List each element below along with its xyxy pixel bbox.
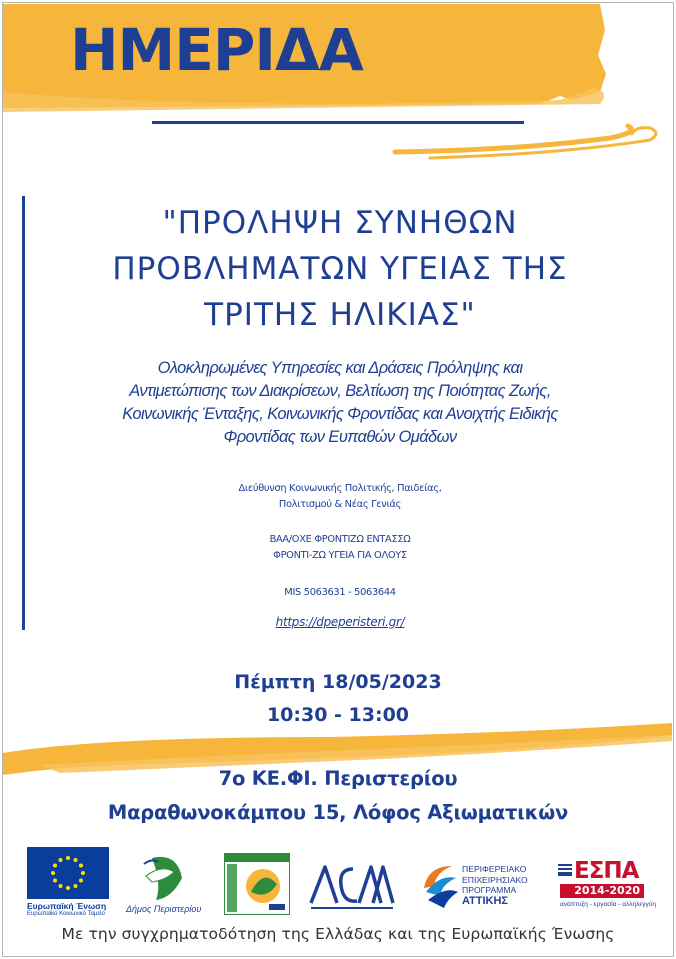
espa-slogan: ανάπτυξη - εργασία - αλληλεγγύη xyxy=(560,901,656,908)
cofunding-footer: Με την συγχρηματοδότηση της Ελλάδας και της Ευρωπαϊκής Ένωσης xyxy=(61,925,615,943)
event-subtitle xyxy=(95,357,585,449)
dove-leaf-icon xyxy=(122,850,210,902)
region-text xyxy=(462,864,528,906)
organization-emblem-icon xyxy=(225,854,289,914)
region-attica-logo xyxy=(420,858,548,914)
social-organization-logo xyxy=(224,853,290,915)
organizer-line: Διεύθυνση Κοινωνικής Πολιτικής, Παιδείας, xyxy=(238,483,442,494)
program-block xyxy=(200,532,480,564)
eu-name: Ευρωπαϊκή Ένωση xyxy=(27,901,107,911)
region-text-line: ΠΕΡΙΦΕΡΕΙΑΚΟ xyxy=(462,864,527,874)
event-title xyxy=(60,200,620,338)
organizer-block xyxy=(200,481,480,513)
subtitle-line: Φροντίδας των Ευπαθών Ομάδων xyxy=(223,428,457,446)
event-title-line: ΠΡΟΒΛΗΜΑΤΩΝ ΥΓΕΙΑΣ ΤΗΣ xyxy=(112,251,568,287)
region-text-line: ΑΤΤΙΚΗΣ xyxy=(462,894,509,907)
mis-code: MIS 5063631 - 5063644 xyxy=(284,587,396,598)
region-text-line: ΕΠΙΧΕΙΡΗΣΙΑΚΟ xyxy=(462,874,528,885)
event-title-line: ΤΡΙΤΗΣ ΗΛΙΚΙΑΣ" xyxy=(204,297,476,333)
website-link[interactable]: https://dpeperisteri.gr/ xyxy=(275,615,405,629)
banner-title: ΗΜΕΡΙΔΑ xyxy=(70,16,363,84)
dimos-peristeriou-logo xyxy=(122,850,210,918)
subtitle-line: Ολοκληρωμένες Υπηρεσίες και Δράσεις Πρόληψης και xyxy=(157,359,523,377)
event-time: 10:30 - 13:00 xyxy=(266,704,410,726)
venue-name: 7ο ΚΕ.ΦΙ. Περιστερίου xyxy=(218,767,458,790)
espa-flag-icon xyxy=(558,864,572,876)
subtitle-line: Αντιμετώπισης των Διακρίσεων, Βελτίωση της Ποιότητας Ζωής, xyxy=(129,382,551,400)
program-line: ΒΑΑ/ΟΧΕ ΦΡΟΝΤΙΖΩ ΕΝΤΑΣΣΩ xyxy=(269,534,411,545)
eu-fund-name: Ευρωπαϊκό Κοινωνικό Ταμείο xyxy=(27,911,105,917)
subtitle-line: Κοινωνικής Ένταξης, Κοινωνικής Φροντίδας και Ανοιχτής Ειδικής xyxy=(122,405,558,423)
program-line: ΦΡΟΝΤΙ-ΖΩ ΥΓΕΙΑ ΓΙΑ ΟΛΟΥΣ xyxy=(273,550,407,561)
title-divider xyxy=(152,121,524,124)
eu-logo xyxy=(27,847,109,917)
dimos-caption: Δήμος Περιστερίου xyxy=(126,904,202,914)
region-swirl-icon xyxy=(420,858,460,914)
espa-logo xyxy=(556,858,656,916)
organizer-line: Πολιτισμού & Νέας Γενιάς xyxy=(278,499,402,510)
eu-flag-icon xyxy=(27,847,109,899)
espa-title: ΕΣΠΑ xyxy=(574,858,639,884)
event-title-line: "ΠΡΟΛΗΨΗ ΣΥΝΗΘΩΝ xyxy=(162,205,518,241)
asda-monogram-icon xyxy=(307,857,397,915)
venue-address: Μαραθωνοκάμπου 15, Λόφος Αξιωματικών xyxy=(107,801,569,824)
espa-years: 2014-2020 xyxy=(560,884,644,898)
left-accent-line xyxy=(22,196,25,630)
region-text-line: ΠΡΟΓΡΑΜΜΑ xyxy=(462,885,517,895)
event-date: Πέμπτη 18/05/2023 xyxy=(234,671,442,693)
asda-logo xyxy=(307,857,397,915)
